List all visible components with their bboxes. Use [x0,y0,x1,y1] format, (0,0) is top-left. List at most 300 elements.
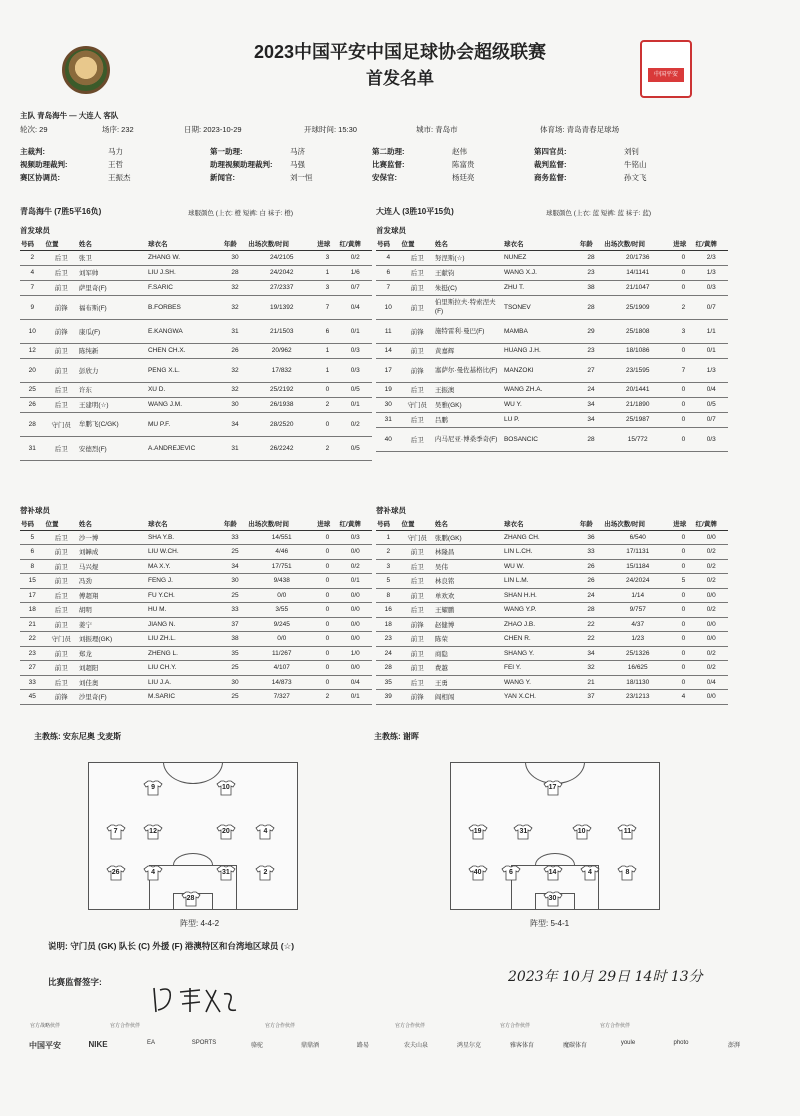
table-cell: 0 [672,382,694,397]
column-header: 进球 [672,518,694,530]
table-cell: 0/0 [247,588,316,603]
sponsor-category: 官方合作伙伴 [110,1023,141,1029]
official-name: 王振杰 [108,173,131,182]
table-cell: MA X.Y. [147,559,223,574]
table-cell: 34 [223,412,248,436]
sponsor-category: 官方合作伙伴 [500,1023,531,1029]
table-cell: 39 [376,690,401,705]
table-cell: 1/3 [695,265,728,280]
table-cell: 16 [376,603,401,618]
player-shirt-icon [543,780,563,796]
sponsor-logo: 雅客体育 [509,1043,534,1049]
official-name: 陈富贵 [452,160,475,169]
sponsor-logo: 澎湃 [727,1043,740,1049]
column-header: 姓名 [78,518,147,530]
away-kit: 球服颜色 (上衣: 蓝 短裤: 蓝 袜子: 蓝) [546,210,652,217]
table-cell: LU P. [503,412,579,427]
table-cell: 0/3 [695,427,728,451]
table-cell: 前卫 [401,295,434,319]
signature-image [150,982,240,1016]
table-cell: 27 [20,661,45,676]
player-number: 28 [186,894,195,902]
table-cell: 10 [20,319,45,343]
table-cell: 24 [579,588,604,603]
table-cell: 5 [376,574,401,589]
table-cell: ZHENG L. [147,646,223,661]
column-header: 年龄 [223,238,248,250]
sponsor-logo: youle [620,1040,636,1046]
column-header: 号码 [20,518,45,530]
sponsor-category: 官方合作伙伴 [395,1023,426,1029]
player-shirt-icon [181,891,201,907]
table-cell: 0/0 [339,617,372,632]
table-cell: 冯劲 [78,574,147,589]
table-cell: 0/0 [247,632,316,647]
table-cell: TSONEV [503,295,579,319]
official-name: 刘钊 [624,147,639,156]
table-row [20,382,372,397]
table-row [20,690,372,705]
table-row [376,250,728,265]
table-row [376,295,728,319]
official-role: 比赛监督: [372,160,405,169]
table-cell: 3/55 [247,603,316,618]
home-starters-label: 首发球员 [20,226,50,235]
table-cell: 0/0 [339,545,372,560]
column-header: 球衣名 [503,238,579,250]
table-cell: 9/245 [247,617,316,632]
table-cell: 31 [376,412,401,427]
table-cell: 9/757 [603,603,672,618]
sponsor-logo: 魔碳体育 [562,1043,587,1049]
column-header: 出场次数/时间 [603,238,672,250]
table-cell: 0 [316,559,338,574]
table-cell: 后卫 [45,436,78,460]
table-cell: 刘振理(GK) [78,632,147,647]
table-cell: 后卫 [401,603,434,618]
official-role: 新闻官: [210,173,235,182]
table-cell: 0/7 [339,280,372,295]
away-formation: 阵型: 5-4-1 [530,919,570,928]
table-cell: 17/751 [247,559,316,574]
table-cell: 胡明 [78,603,147,618]
player-number: 8 [625,868,630,876]
table-cell: 26 [223,343,248,358]
table-cell: 3 [316,250,338,265]
table-cell: 28 [20,412,45,436]
table-cell: 32 [223,280,248,295]
official-name: 马强 [290,160,305,169]
table-cell: 32 [223,358,248,382]
table-cell: LIN L.M. [503,574,579,589]
column-header: 出场次数/时间 [247,238,316,250]
table-cell: 0 [672,632,694,647]
table-cell: 林良铭 [434,574,503,589]
match-date: 日期: 2023-10-29 [184,125,242,134]
table-cell: 28 [579,603,604,618]
table-cell: 32 [223,382,248,397]
table-cell: 0 [316,530,338,545]
table-cell: 0 [672,412,694,427]
table-cell: 34 [223,559,248,574]
sponsor-logo: 骆驼 [250,1043,263,1049]
table-cell: 0/0 [695,632,728,647]
table-cell: 0/0 [695,617,728,632]
table-cell: MU P.F. [147,412,223,436]
table-row [376,574,728,589]
table-cell: 0 [316,675,338,690]
table-row [376,343,728,358]
table-cell: 1/0 [339,646,372,661]
table-cell: 前卫 [45,574,78,589]
table-cell: 7 [672,358,694,382]
table-cell: 费越 [434,661,503,676]
table-cell: 3 [376,559,401,574]
table-cell: 30 [223,574,248,589]
table-cell: 郑龙 [78,646,147,661]
table-cell: 前卫 [401,545,434,560]
table-cell: 前卫 [401,588,434,603]
table-cell: 后卫 [401,427,434,451]
sponsor-logo: SPORTS [191,1040,217,1046]
table-cell: 4/46 [247,545,316,560]
table-cell: 2 [316,436,338,460]
table-cell: 30 [223,397,248,412]
table-cell: 王耀鹏 [434,603,503,618]
table-row [376,646,728,661]
handwritten-date: 2023年 10月 29日 14时 13分 [508,969,703,985]
sponsor-category: 官方合作伙伴 [265,1023,296,1029]
column-header: 位置 [45,238,78,250]
table-cell: ZHAO J.B. [503,617,579,632]
official-role: 助理视频助理裁判: [210,160,273,169]
column-header: 号码 [20,238,45,250]
table-cell: LIU CH.Y. [147,661,223,676]
table-cell: 前卫 [45,559,78,574]
table-cell: 27 [579,358,604,382]
table-cell: 0/0 [695,530,728,545]
table-cell: LIU W.CH. [147,545,223,560]
table-row [376,603,728,618]
center-circle-arc [163,762,223,784]
table-cell: 后卫 [45,265,78,280]
player-number: 40 [473,868,482,876]
table-cell: 前锋 [401,358,434,382]
table-cell: 6 [376,265,401,280]
table-cell: WANG Y. [503,675,579,690]
table-cell: 0/3 [339,530,372,545]
table-row [376,617,728,632]
table-cell: 21 [20,617,45,632]
table-cell: 1/3 [695,358,728,382]
official-name: 孙文飞 [624,173,647,182]
table-cell: 25 [223,588,248,603]
away-starters-label: 首发球员 [376,226,406,235]
table-cell: 牟鹏飞(C/GK) [78,412,147,436]
table-cell: 23 [579,343,604,358]
player-number: 6 [508,868,513,876]
player-number: 30 [548,894,557,902]
table-row [20,603,372,618]
table-cell: 7 [20,280,45,295]
table-cell: 17 [376,358,401,382]
table-cell: 20/962 [247,343,316,358]
column-header: 进球 [316,518,338,530]
table-cell: 后卫 [401,574,434,589]
table-cell: 0/5 [695,397,728,412]
table-cell: 34 [579,397,604,412]
sponsor-logo: 鼎鼎酒 [300,1043,319,1049]
table-cell: 0/2 [339,412,372,436]
away-subs-label: 替补球员 [376,506,406,515]
table-cell: 黄嘉辉 [434,343,503,358]
sponsor-strip [20,1020,780,1070]
table-cell: PENG X.L. [147,358,223,382]
table-cell: 26 [579,559,604,574]
table-cell: 30 [376,397,401,412]
table-cell: 阎相闯 [434,690,503,705]
table-cell: 前卫 [45,545,78,560]
table-cell: 0/2 [695,661,728,676]
table-cell: 守门员 [401,530,434,545]
table-cell: 0 [672,603,694,618]
column-header: 姓名 [434,238,503,250]
table-cell: 28 [579,250,604,265]
column-header: 年龄 [579,518,604,530]
table-cell: 16/625 [603,661,672,676]
table-cell: 0/4 [695,382,728,397]
table-cell: 前卫 [45,280,78,295]
table-cell: 前锋 [401,319,434,343]
table-cell: 33 [579,545,604,560]
table-cell: SHA Y.B. [147,530,223,545]
column-header: 进球 [672,238,694,250]
table-cell: 24/2042 [247,265,316,280]
table-row [20,250,372,265]
table-cell: WU W. [503,559,579,574]
table-cell: 王勇 [434,675,503,690]
table-cell: 萨里奇(F) [78,280,147,295]
table-cell: 1 [316,358,338,382]
table-cell: 后卫 [45,250,78,265]
table-cell: 0/5 [339,436,372,460]
table-cell: 0/1 [695,343,728,358]
table-cell: 福布斯(F) [78,295,147,319]
table-header [376,518,728,530]
official-role: 第二助理: [372,147,405,156]
table-cell: 刘佳奥 [78,675,147,690]
official-name: 杨廷亮 [452,173,475,182]
table-cell: 11/267 [247,646,316,661]
table-cell: 0 [672,646,694,661]
table-cell: 34 [579,646,604,661]
table-cell: 1/14 [603,588,672,603]
table-cell: 0 [672,545,694,560]
table-cell: 22 [20,632,45,647]
table-cell: 0 [672,559,694,574]
table-row [20,397,372,412]
table-cell: 前卫 [401,646,434,661]
table-cell: 21/1047 [603,280,672,295]
table-cell: 17/832 [247,358,316,382]
table-cell: 沙一博 [78,530,147,545]
table-cell: JIANG N. [147,617,223,632]
table-row [376,397,728,412]
table-cell: 陈纯新 [78,343,147,358]
table-cell: F.SARIC [147,280,223,295]
table-row [376,545,728,560]
column-header: 红/黄牌 [695,238,728,250]
table-cell: 0/0 [695,690,728,705]
table-cell: 2 [20,250,45,265]
table-cell: ZHANG CH. [503,530,579,545]
table-cell: 5 [20,530,45,545]
player-number: 4 [588,868,592,876]
column-header: 红/黄牌 [339,518,372,530]
player-number: 4 [151,868,156,876]
table-cell: 0 [316,545,338,560]
table-row [20,661,372,676]
table-row [20,545,372,560]
table-cell: B.FORBES [147,295,223,319]
table-cell: 21/1890 [603,397,672,412]
table-cell: M.SARIC [147,690,223,705]
table-cell: 22 [579,617,604,632]
table-cell: 35 [376,675,401,690]
official-name: 马力 [108,147,123,156]
player-shirt-icon [572,824,592,840]
away-coach: 主教练: 谢晖 [374,732,419,741]
player-number: 31 [221,868,230,876]
column-header: 球衣名 [147,238,223,250]
table-cell: 0/3 [339,343,372,358]
table-header [20,518,372,530]
table-cell: 33 [223,603,248,618]
table-row [20,675,372,690]
table-cell: 38 [579,280,604,295]
page-subtitle: 首发名单 [366,69,434,88]
table-cell: 1/6 [339,265,372,280]
sponsor-logo: 鸿星尔克 [456,1043,481,1049]
official-name: 刘一恒 [290,173,313,182]
table-cell: SHANG Y. [503,646,579,661]
table-cell: 24 [376,646,401,661]
column-header: 姓名 [434,518,503,530]
table-cell: 32 [223,295,248,319]
table-cell: 1/1 [695,319,728,343]
table-cell: 后卫 [45,588,78,603]
table-cell: ZHU T. [503,280,579,295]
table-cell: 0 [316,603,338,618]
home-coach: 主教练: 安东尼奥 戈麦斯 [34,732,122,741]
table-cell: 17 [20,588,45,603]
table-row [20,412,372,436]
table-cell: 彭欣力 [78,358,147,382]
column-header: 出场次数/时间 [247,518,316,530]
official-role: 第一助理: [210,147,243,156]
player-shirt-icon [143,780,163,796]
column-header: 年龄 [579,238,604,250]
table-cell: 0/0 [695,588,728,603]
table-cell: 内马尼亚·博桑季奇(F) [434,427,503,451]
table-cell: 24/2024 [603,574,672,589]
sponsor-logo: 路易 [356,1043,369,1049]
table-cell: 8 [376,588,401,603]
table-cell: 后卫 [401,559,434,574]
table-row [20,295,372,319]
table-cell: 0/0 [339,632,372,647]
table-cell: 25 [223,545,248,560]
table-cell: 0/5 [339,382,372,397]
table-cell: 0/7 [695,412,728,427]
column-header: 红/黄牌 [695,518,728,530]
column-header: 号码 [376,238,401,250]
player-number: 12 [149,827,157,835]
player-shirt-icon [216,780,236,796]
player-shirt-icon [255,865,275,881]
table-row [376,559,728,574]
table-cell: 0 [672,397,694,412]
table-cell: 26 [20,397,45,412]
table-cell: 23/1595 [603,358,672,382]
table-cell: 0/1 [339,397,372,412]
table-cell: 单欢欢 [434,588,503,603]
table-cell: 0 [316,574,338,589]
column-header: 位置 [401,518,434,530]
sponsor-logo: 农夫山泉 [403,1043,428,1049]
table-cell: 前锋 [45,295,78,319]
sponsor-category: 官方战略伙伴 [30,1023,61,1029]
column-header: 出场次数/时间 [603,518,672,530]
table-cell: 0 [672,530,694,545]
table-cell: 6/540 [603,530,672,545]
table-cell: 28/2520 [247,412,316,436]
table-cell: MAMBA [503,319,579,343]
table-cell: 0/0 [339,588,372,603]
table-cell: HU M. [147,603,223,618]
table-cell: 守门员 [45,412,78,436]
teams-line: 主队 青岛海牛 — 大连人 客队 [20,111,119,120]
table-cell: 4 [672,690,694,705]
table-cell: 吴伟 [434,559,503,574]
away-pitch [450,762,660,910]
match-no: 场序: 232 [102,125,134,134]
table-cell: 35 [223,646,248,661]
official-name: 牛铭山 [624,160,647,169]
table-cell: 王建明(☆) [78,397,147,412]
city: 城市: 青岛市 [416,125,458,134]
table-cell: 20/1736 [603,250,672,265]
column-header: 球衣名 [503,518,579,530]
table-cell: 28 [376,661,401,676]
player-number: 31 [519,827,528,835]
player-number: 26 [111,868,120,876]
table-cell: WANG Y.P. [503,603,579,618]
sponsor-logo: 中国平安 [29,1041,61,1050]
table-cell: 前卫 [401,632,434,647]
table-cell: 施特雷利·曼巴(F) [434,319,503,343]
table-cell: 前卫 [45,358,78,382]
player-shirt-icon [216,824,236,840]
table-cell: 14/1141 [603,265,672,280]
table-cell: SHAN H.H. [503,588,579,603]
table-cell: 6 [316,319,338,343]
penalty-arc [535,853,575,865]
player-shirt-icon [513,824,533,840]
table-cell: 王振澳 [434,382,503,397]
table-cell: 1 [316,343,338,358]
table-cell: 28 [579,295,604,319]
